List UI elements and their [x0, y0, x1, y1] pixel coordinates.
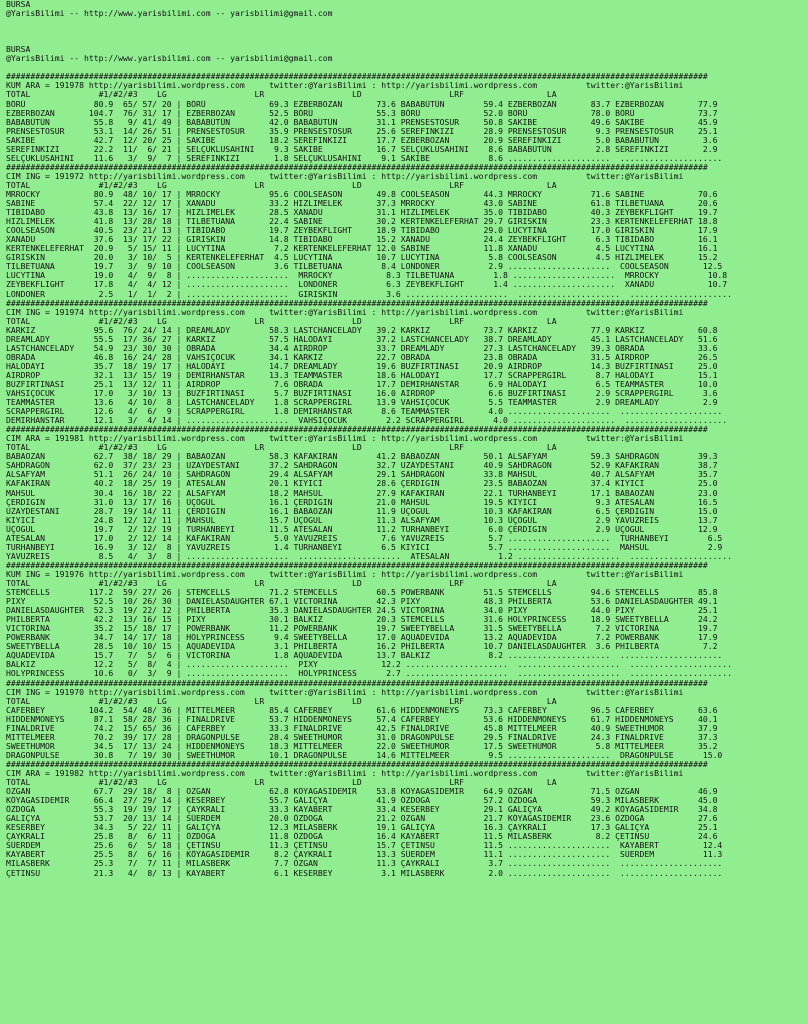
race-block	[0, 163, 808, 299]
race-title: KUM ARA = 191978 http://yarisbilimi.wordpress.com twitter:@YarisBilimi : http://yarisbilimi.wordpress.com twitter:@YarisBilimi	[6, 81, 684, 91]
table-row: CAFERBEY 104.2 54/ 48/ 36 | MITTELMEER 85.4 CAFERBEY 61.6 HIDDENMONEYS 73.3 CAFERBEY 96.5 CAFERBEY 63.6	[6, 705, 718, 715]
table-row: ATESALAN 17.0 2/ 12/ 14 | KAFAKIRAN 5.0 YAVUZREIS 7.6 YAVUZREIS 5.7 ..................... TURHANBEYI 6.5	[6, 533, 723, 543]
table-row: KERTENKELEFERHAT 20.9 5/ 15/ 11 | LUCYTINA 7.2 KERTENKELEFERHAT 12.0 SABINE 11.8 XANADU 4.5 LUCYTINA 16.1	[6, 244, 718, 254]
table-row: SWEETHUMOR 34.5 17/ 13/ 24 | HIDDENMONEYS 18.3 MITTELMEER 22.0 SWEETHUMOR 17.5 SWEETHUMOR 5.8 MITTELMEER 35.2	[6, 741, 718, 751]
table-row: KIYICI 24.8 12/ 12/ 11 | MAHSUL 15.7 ÜÇOGUL 11.3 ALSAFYAM 10.3 ÜÇOGUL 2.9 YAVUZREIS 13.7	[6, 515, 718, 525]
table-row: HIZLIMELEK 41.8 13/ 28/ 18 | TILBETUANA 22.4 SABINE 30.2 KERTENKELEFERHAT 29.7 GIRISKIN 23.3 KERTENKELEFERHAT 18.8	[6, 217, 718, 227]
table-row: BUZFIRTINASI 25.1 13/ 12/ 11 | AIRDROP 7.6 OBRADA 17.7 DEMIRHANSTAR 6.9 HALODAYI 6.5 TEAMMASTER 10.0	[6, 379, 718, 389]
table-row: SAKIBE 42.7 12/ 20/ 25 | SAKIBE 18.2 SEREFINKIZI 17.7 EZBERBOZAN 20.9 SEREFINKIZI 5.0 BABABÜTÜN 3.6	[6, 135, 718, 145]
race-list	[0, 72, 808, 877]
separator-line: ################################################################################################################################################	[6, 759, 708, 769]
race-title: CIM ING = 191974 http://yarisbilimi.wordpress.com twitter:@YarisBilimi : http://yarisbilimi.wordpress.com twitter:@YarisBilimi	[6, 307, 684, 317]
table-row: HALODAYI 35.7 18/ 19/ 17 | HALODAYI 14.7 DREAMLADY 19.6 BUZFIRTINASI 20.9 AIRDROP 14.3 BUZFIRTINASI 25.0	[6, 361, 718, 371]
table-row: ALSAFYAM 51.1 26/ 24/ 10 | SAHDRAGON 29.4 ALSAFYAM 29.1 SAHDRAGON 33.8 MAHSUL 40.7 ALSAFYAM 35.7	[6, 470, 718, 480]
header-line: @YarisBilimi -- http://www.yarisbilimi.com -- yarisbilimi@gmail.com	[6, 53, 333, 64]
table-row: LUCYTINA 19.0 4/ 9/ 8 | ..................... MRROCKY 8.3 TILBETUANA 1.8 ..................... MRROCKY 10.8	[6, 271, 728, 281]
table-row: HOLYPRINCESS 10.6 0/ 3/ 9 | ..................... HOLYPRINCESS 2.7 ..................... ..................... .....................	[6, 669, 733, 679]
header-line: BURSA	[6, 44, 31, 55]
table-row: BALKIZ 12.2 5/ 8/ 4 | ..................... PIXY 12.2 ..................... ..................... .....................	[6, 660, 733, 670]
table-row: PIXY 52.5 10/ 26/ 30 | DANIELASDAUGHTER 67.1 VICTORINA 42.3 PIXY 48.3 PHILBERTA 53.6 DANIELASDAUGHTER 49.1	[6, 597, 718, 607]
table-row: SABINE 57.4 22/ 12/ 17 | XANADU 33.2 HIZLIMELEK 37.3 MRROCKY 43.0 SABINE 61.8 TILBETUANA 20.6	[6, 199, 718, 209]
table-row: POWERBANK 34.7 14/ 17/ 18 | HOLYPRINCESS 9.4 SWEETYBELLA 17.0 AQUADEVIDA 13.2 AQUADEVIDA 7.2 POWERBANK 17.9	[6, 633, 718, 643]
race-title: CIM ARA = 191981 http://yarisbilimi.wordpress.com twitter:@YarisBilimi : http://yarisbilimi.wordpress.com twitter:@YarisBilimi	[6, 434, 684, 444]
table-row: ÖZDOGA 55.3 19/ 19/ 17 | ÇAYKRALI 33.3 KAYABERT 33.4 KESERBEY 29.1 GALIÇYA 49.2 KÖYAGASIDEMIR 34.8	[6, 805, 718, 815]
column-headers: TOTAL #1/#2/#3 LG LR LD LRF LA	[6, 180, 557, 190]
table-row: KÖYAGASIDEMIR 66.4 27/ 29/ 14 | KESERBEY 55.7 GALIÇYA 41.9 ÖZDOGA 57.2 ÖZDOGA 59.3 MILASBERK 45.0	[6, 796, 718, 806]
table-row: ÇERDIGIN 31.0 13/ 17/ 16 | ÜÇOGUL 16.1 ÇERDIGIN 21.0 MAHSUL 19.5 KIYICI 9.3 ATESALAN 16.5	[6, 497, 718, 507]
table-row: GALIÇYA 53.7 20/ 13/ 14 | SÜERDEM 20.0 ÖZDOGA 21.2 OZGAN 21.7 KÖYAGASIDEMIR 23.6 ÖZDOGA 27.6	[6, 814, 718, 824]
table-row: KAFAKIRAN 40.2 18/ 25/ 19 | ATESALAN 20.1 KIYICI 28.6 ÇERDIGIN 23.5 BABAOZAN 37.4 KIYICI 25.0	[6, 479, 718, 489]
race-block	[0, 425, 808, 561]
race-title: CIM ARA = 191982 http://yarisbilimi.wordpress.com twitter:@YarisBilimi : http://yarisbilimi.wordpress.com twitter:@YarisBilimi	[6, 768, 684, 778]
table-row: TIBIDABO 43.8 13/ 16/ 17 | HIZLIMELEK 28.5 XANADU 31.1 HIZLIMELEK 35.0 TIBIDABO 40.3 ZEYBEKFLIGHT 19.7	[6, 208, 718, 218]
table-row: BÖRÜ 80.9 65/ 57/ 20 | BÖRÜ 69.3 EZBERBOZAN 73.6 BABABÜTÜN 59.4 EZBERBOZAN 83.7 EZBERBOZAN 77.9	[6, 99, 718, 109]
table-row: OZGAN 67.7 29/ 18/ 8 | OZGAN 62.8 KÖYAGASIDEMIR 53.8 KÖYAGASIDEMIR 64.9 OZGAN 71.5 OZGAN 46.9	[6, 787, 718, 797]
table-row: KESERBEY 34.3 5/ 22/ 11 | GALIÇYA 12.3 MILASBERK 19.1 GALIÇYA 16.3 ÇAYKRALI 17.3 GALIÇYA 25.1	[6, 823, 718, 833]
table-row: KARKIZ 95.6 76/ 24/ 14 | DREAMLADY 58.3 LASTCHANCELADY 39.2 KARKIZ 73.7 KARKIZ 77.9 KARKIZ 60.8	[6, 325, 718, 335]
table-row: SCRAPPERGIRL 12.6 4/ 6/ 9 | SCRAPPERGIRL 1.8 DEMIRHANSTAR 8.6 TEAMMASTER 4.0 ..................... .....................	[6, 407, 723, 417]
table-row: ÜÇOGUL 19.7 2/ 12/ 19 | TURHANBEYI 11.5 ATESALAN 11.2 TURHANBEYI 6.0 ÇERDIGIN 2.9 ÜÇOGUL 12.9	[6, 524, 718, 534]
table-row: COOLSEASON 40.5 23/ 21/ 13 | TIBIDABO 19.7 ZEYBEKFLIGHT 18.9 TIBIDABO 29.0 LUCYTINA 17.0 GIRISKIN 17.9	[6, 226, 718, 236]
separator-line: ################################################################################################################################################	[6, 72, 708, 82]
table-row: DEMIRHANSTAR 12.1 3/ 4/ 14 | ..................... VAHSIÇOCUK 2.2 SCRAPPERGIRL 4.0 ..................... .....................	[6, 416, 728, 426]
table-row: MRROCKY 80.9 48/ 10/ 17 | MRROCKY 95.6 COOLSEASON 49.8 COOLSEASON 44.3 MRROCKY 71.6 SABINE 70.6	[6, 189, 718, 199]
separator-line: ################################################################################################################################################	[6, 560, 708, 570]
race-block	[0, 72, 808, 162]
race-title: CIM ING = 191972 http://yarisbilimi.wordpress.com twitter:@YarisBilimi : http://yarisbilimi.wordpress.com twitter:@YarisBilimi	[6, 171, 684, 181]
race-block	[0, 679, 808, 760]
table-row: OBRADA 46.8 16/ 24/ 28 | VAHSIÇOCUK 34.1 KARKIZ 22.7 OBRADA 23.8 OBRADA 31.5 AIRDROP 26.5	[6, 352, 718, 362]
table-row: DREAMLADY 55.5 17/ 36/ 27 | KARKIZ 57.5 HALODAYI 37.2 LASTCHANCELADY 38.7 DREAMLADY 45.1 LASTCHANCELADY 51.6	[6, 334, 718, 344]
table-row: ZEYBEKFLIGHT 17.8 4/ 4/ 12 | ..................... LONDONER 6.3 ZEYBEKFLIGHT 1.4 ..................... XANADU 10.7	[6, 280, 728, 290]
table-row: MITTELMEER 70.2 39/ 17/ 28 | DRAGONPULSE 28.4 SWEETHUMOR 31.0 DRAGONPULSE 29.5 FINALDRIVE 24.3 FINALDRIVE 37.3	[6, 732, 718, 742]
table-row: LASTCHANCELADY 54.9 23/ 30/ 30 | OBRADA 34.4 AIRDROP 33.7 DREAMLADY 27.3 LASTCHANCELADY 39.3 OBRADA 33.6	[6, 343, 718, 353]
header-line: BURSA	[6, 0, 31, 9]
race-block	[0, 760, 808, 878]
table-row: SELÇUKLUSAHINI 11.6 3/ 9/ 7 | SEREFINKIZI 1.8 SELÇUKLUSAHINI 9.1 SAKIBE 8.6 ..................... .....................	[6, 153, 723, 163]
table-row: PRENSESTOSUR 53.1 14/ 26/ 51 | PRENSESTOSUR 35.9 PRENSESTOSUR 25.6 SEREFINKIZI 28.9 PRENSESTOSUR 9.3 PRENSESTOSUR 25.1	[6, 126, 718, 136]
table-row: TEAMMASTER 13.6 4/ 10/ 8 | LASTCHANCELADY 1.8 SCRAPPERGIRL 13.9 VAHSIÇOCUK 5.5 TEAMMASTER 2.9 DREAMLADY 2.9	[6, 398, 718, 408]
column-headers: TOTAL #1/#2/#3 LG LR LD LRF LA	[6, 579, 557, 588]
race-block	[0, 299, 808, 426]
column-headers: TOTAL #1/#2/#3 LG LR LD LRF LA	[6, 90, 557, 100]
separator-line: ################################################################################################################################################	[6, 162, 708, 172]
table-row: MILASBERK 25.3 7/ 7/ 11 | MILASBERK 7.7 OZGAN 11.3 ÇAYKRALI 3.7 ..................... .....................	[6, 859, 723, 869]
race-title: CIM ING = 191970 http://yarisbilimi.wordpress.com twitter:@YarisBilimi : http://yarisbilimi.wordpress.com twitter:@YarisBilimi	[6, 687, 684, 697]
column-headers: TOTAL #1/#2/#3 LG LR LD LRF LA	[6, 316, 557, 326]
table-row: TILBETUANA 19.7 3/ 9/ 10 | COOLSEASON 3.6 TILBETUANA 8.4 LONDONER 2.9 ..................... COOLSEASON 12.5	[6, 262, 723, 272]
page-header	[0, 0, 808, 72]
column-headers: TOTAL #1/#2/#3 LG LR LD LRF LA	[6, 443, 557, 453]
race-title: KUM ING = 191976 http://yarisbilimi.wordpress.com twitter:@YarisBilimi : http://yarisbilimi.wordpress.com twitter:@YarisBilimi	[6, 569, 684, 579]
header-blank-line	[6, 63, 808, 72]
table-row: GIRISKIN 20.0 3/ 10/ 5 | KERTENKELEFERHAT 4.5 LUCYTINA 10.7 LUCYTINA 5.8 COOLSEASON 4.5 HIZLIMELEK 15.2	[6, 253, 718, 263]
table-row: ÇETINSU 21.3 4/ 8/ 13 | KAYABERT 6.1 KESERBEY 3.1 MILASBERK 2.0 ..................... .....................	[6, 868, 723, 878]
table-row: DANIELASDAUGHTER 52.3 19/ 22/ 12 | PHILBERTA 35.3 DANIELASDAUGHTER 24.5 VICTORINA 34.0 PIXY 44.0 PIXY 25.1	[6, 606, 718, 616]
table-row: EZBERBOZAN 104.7 76/ 31/ 17 | EZBERBOZAN 52.5 BÖRÜ 55.3 BÖRÜ 52.0 BÖRÜ 78.0 BÖRÜ 73.7	[6, 108, 718, 118]
table-row: KAYABERT 25.5 8/ 6/ 16 | KÖYAGASIDEMIR 8.2 ÇAYKRALI 13.3 SÜERDEM 11.1 ..................... SÜERDEM 11.3	[6, 850, 723, 860]
table-row: AQUADEVIDA 15.7 7/ 5/ 6 | VICTORINA 1.8 AQUADEVIDA 13.7 BALKIZ 8.2 ..................... .....................	[6, 651, 723, 661]
column-headers: TOTAL #1/#2/#3 LG LR LD LRF LA	[6, 696, 557, 706]
separator-line: ################################################################################################################################################	[6, 678, 708, 688]
table-row: ÇAYKRALI 25.8 8/ 6/ 11 | ÖZDOGA 11.8 ÖZDOGA 16.4 KAYABERT 11.5 MILASBERK 8.2 ÇETINSU 24.6	[6, 832, 718, 842]
header-blank-line	[6, 18, 808, 27]
table-row: VICTORINA 35.2 15/ 18/ 17 | POWERBANK 11.2 POWERBANK 19.7 SWEETYBELLA 31.5 SWEETYBELLA 7.2 VICTORINA 19.7	[6, 624, 718, 634]
table-row: MAHSUL 30.4 16/ 18/ 22 | ALSAFYAM 18.2 MAHSUL 27.9 KAFAKIRAN 22.1 TURHANBEYI 17.1 BABAOZAN 23.0	[6, 488, 718, 498]
table-row: LONDONER 2.5 1/ 1/ 2 | ..................... GIRISKIN 3.6 ..................... ..................... .....................	[6, 289, 733, 299]
table-row: SEREFINKIZI 22.2 11/ 6/ 21 | SELÇUKLUSAHINI 9.3 SAKIBE 16.7 SELÇUKLUSAHINI 8.6 BABABÜTÜN 2.8 SEREFINKIZI 2.9	[6, 144, 718, 154]
table-row: BABABÜTÜN 55.8 9/ 41/ 49 | BABABÜTÜN 42.0 BABABÜTÜN 31.1 PRENSESTOSUR 50.8 SAKIBE 49.6 SAKIBE 45.9	[6, 117, 718, 127]
separator-line: ################################################################################################################################################	[6, 425, 708, 435]
table-row: SÜERDEM 25.6 6/ 5/ 18 | ÇETINSU 11.3 ÇETINSU 15.7 ÇETINSU 11.5 ..................... KAYABERT 12.4	[6, 841, 723, 851]
header-line: @YarisBilimi -- http://www.yarisbilimi.com -- yarisbilimi@gmail.com	[6, 8, 333, 19]
table-row: SWEETYBELLA 28.5 10/ 10/ 15 | AQUADEVIDA 3.1 PHILBERTA 16.2 PHILBERTA 10.7 DANIELASDAUGHTER 3.6 PHILBERTA 7.2	[6, 642, 718, 652]
table-row: STEMCELLS 117.2 59/ 27/ 26 | STEMCELLS 71.2 STEMCELLS 60.5 POWERBANK 51.5 STEMCELLS 94.6 STEMCELLS 85.8	[6, 588, 718, 598]
table-row: DRAGONPULSE 30.8 7/ 19/ 30 | SWEETHUMOR 10.1 DRAGONPULSE 14.6 MITTELMEER 9.5 ..................... DRAGONPULSE 15.0	[6, 750, 723, 760]
table-row: SAHDRAGON 62.0 37/ 23/ 23 | UZAYDESTANI 37.2 SAHDRAGON 32.7 UZAYDESTANI 40.9 SAHDRAGON 52.9 KAFAKIRAN 38.7	[6, 461, 718, 471]
table-row: BABAOZAN 62.7 38/ 18/ 29 | BABAOZAN 58.3 KAFAKIRAN 41.2 BABAOZAN 50.1 ALSAFYAM 59.3 SAHDRAGON 39.3	[6, 452, 718, 462]
table-row: FINALDRIVE 74.2 15/ 65/ 36 | CAFERBEY 33.3 FINALDRIVE 42.5 FINALDRIVE 45.8 MITTELMEER 40.9 SWEETHUMOR 37.9	[6, 723, 718, 733]
table-row: TURHANBEYI 16.9 3/ 12/ 8 | YAVUZREIS 1.4 TURHANBEYI 6.5 KIYICI 5.7 ..................... MAHSUL 2.9	[6, 542, 723, 552]
column-headers: TOTAL #1/#2/#3 LG LR LD LRF LA	[6, 778, 557, 788]
header-blank-line	[6, 27, 808, 36]
table-row: UZAYDESTANI 28.7 19/ 14/ 11 | ÇERDIGIN 16.1 BABAOZAN 11.9 ÜÇOGUL 10.3 KAFAKIRAN 6.5 ÇERDIGIN 15.0	[6, 506, 718, 516]
table-row: AIRDROP 32.1 13/ 15/ 19 | DEMIRHANSTAR 13.3 TEAMMASTER 18.6 HALODAYI 17.7 SCRAPPERGIRL 8.7 HALODAYI 15.1	[6, 370, 718, 380]
table-row: HIDDENMONEYS 87.1 58/ 28/ 36 | FINALDRIVE 53.7 HIDDENMONEYS 57.4 CAFERBEY 53.6 HIDDENMONEYS 61.7 HIDDENMONEYS 40.1	[6, 714, 718, 724]
separator-line: ################################################################################################################################################	[6, 298, 708, 308]
table-row: XANADU 37.6 13/ 17/ 22 | GIRISKIN 14.8 TIBIDABO 15.2 XANADU 24.4 ZEYBEKFLIGHT 6.3 TIBIDABO 16.1	[6, 235, 718, 245]
table-row: PHILBERTA 42.2 13/ 16/ 15 | PIXY 30.1 BALKIZ 20.3 STEMCELLS 31.6 HOLYPRINCESS 18.9 SWEETYBELLA 24.2	[6, 615, 718, 625]
race-block	[0, 561, 808, 679]
header-blank-line	[6, 36, 808, 45]
table-row: VAHSIÇOCUK 17.0 3/ 10/ 13 | BUZFIRTINASI 5.7 BUZFIRTINASI 16.0 AIRDROP 6.6 BUZFIRTINASI 2.9 SCRAPPERGIRL 3.6	[6, 389, 718, 399]
table-row: YAVUZREIS 8.5 4/ 3/ 8 | ..................... ..................... ATESALAN 1.2 ..................... .....................	[6, 551, 733, 561]
